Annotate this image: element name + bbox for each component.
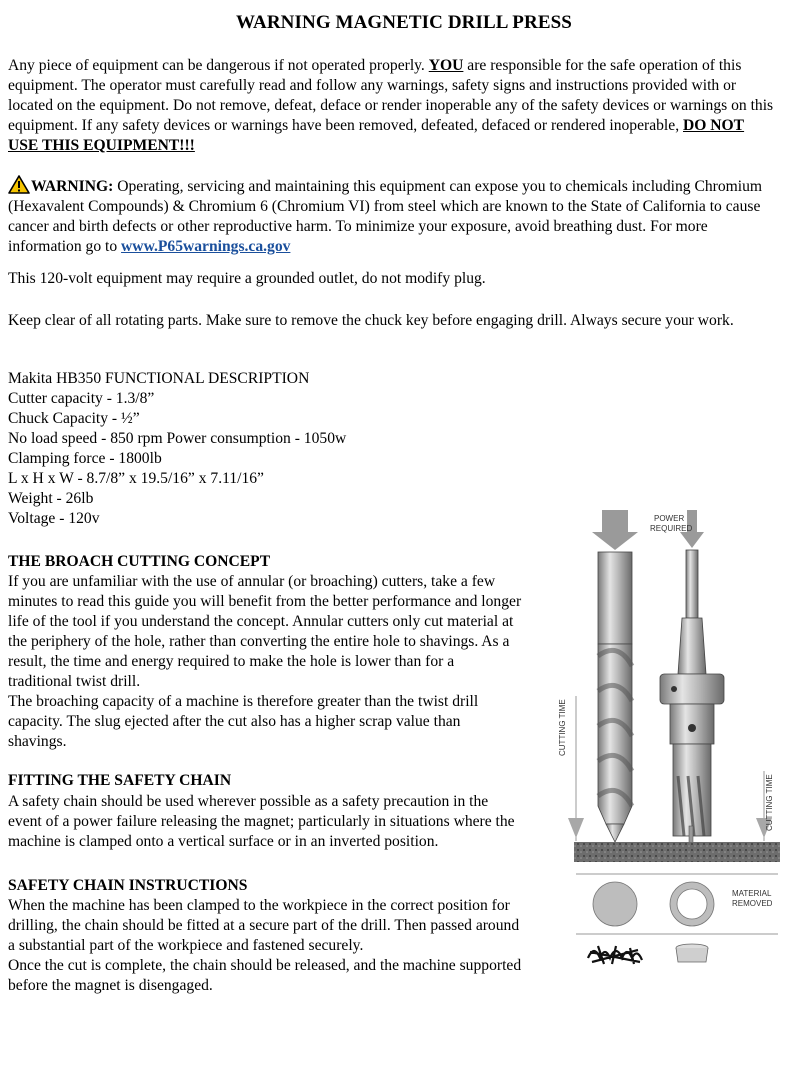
- ring-hole-inner: [677, 889, 707, 919]
- voltage-note: This 120-volt equipment may require a grounded outlet, do not modify plug.: [8, 270, 486, 287]
- chain-body: A safety chain should be used wherever possible as a safety precaution in the event of a power failure releasing the magnet; particularly in situations where the machine is clamped onto a vertical surface or in an inverted position.: [8, 793, 515, 850]
- power-label-line1: POWER: [654, 514, 685, 523]
- page-title: WARNING MAGNETIC DRILL PRESS: [236, 12, 572, 33]
- material-removed-label-1: MATERIAL: [732, 889, 772, 898]
- power-label-line2: REQUIRED: [650, 524, 693, 533]
- solid-hole-disc: [593, 882, 637, 926]
- spec-line: Weight - 26lb: [8, 490, 94, 507]
- spec-line: No load speed - 850 rpm Power consumption - 1050w: [8, 430, 347, 447]
- power-arrow-large: [592, 510, 638, 550]
- spec-line: Chuck Capacity - ½”: [8, 410, 140, 427]
- keep-clear-note: Keep clear of all rotating parts. Make sure to remove the chuck key before engaging drill. Always secure your work.: [8, 312, 734, 329]
- cutting-time-axis-left: [568, 696, 584, 841]
- prop65-label: WARNING:: [31, 178, 114, 195]
- cutting-time-label-right: CUTTING TIME: [765, 774, 774, 831]
- spec-line: Makita HB350 FUNCTIONAL DESCRIPTION: [8, 370, 310, 387]
- spec-line: Clamping force - 1800lb: [8, 450, 162, 467]
- spec-line: L x H x W - 8.7/8” x 19.5/16” x 7.11/16”: [8, 470, 264, 487]
- shavings-pile: [588, 946, 642, 964]
- spec-list: [8, 369, 778, 529]
- slug-piece: [676, 944, 708, 962]
- prop65-paragraph: [8, 175, 778, 257]
- spec-line: Cutter capacity - 1.3/8”: [8, 390, 155, 407]
- broach-heading: THE BROACH CUTTING CONCEPT: [8, 553, 271, 570]
- chain-instructions-body: When the machine has been clamped to the workpiece in the correct position for drilling, the chain should be fitted at a secure part of the drill. Then passed around a substantial part of the workpiece and fastened securely. Once the cut is complete, the chain should be released, and the machine supported before the magnet is disengaged.: [8, 897, 522, 994]
- drill-comparison-figure: [546, 506, 796, 976]
- warning-triangle-icon: [8, 175, 30, 194]
- spec-line: Voltage - 120v: [8, 510, 100, 527]
- broach-body: If you are unfamiliar with the use of annular (or broaching) cutters, take a few minutes to read this guide you will benefit from the better performance and longer life of the tool if you understand the concept. Annular cutters only cut material at the periphery of the hole, rather than converting the entire hole to shavings. As a result, the time and energy required to make the hole is lower than for a traditional twist drill. The broaching capacity of a machine is therefore greater than the twist drill capacity. The slug ejected after the cut also has a higher scrap value than shavings.: [8, 573, 522, 750]
- intro-paragraph: [8, 56, 778, 156]
- workpiece-slab: [574, 842, 780, 862]
- twist-drill: [598, 552, 632, 842]
- intro-text-2: are responsible for the safe operation of this equipment. The operator must carefully read and follow any warnings, safety signs and instructions provided with or located on the equipment. Do not remove, defeat, deface or render inoperable any of the safety devices or warnings on this equipment. If any safety devices or warnings have been removed, defeated, defaced or rendered inoperable,: [8, 57, 774, 134]
- you-emphasis: YOU: [428, 57, 464, 74]
- cutting-time-label-left: CUTTING TIME: [558, 699, 567, 756]
- material-removed-label-2: REMOVED: [732, 899, 773, 908]
- chain-heading: FITTING THE SAFETY CHAIN: [8, 772, 232, 789]
- chain-instructions-heading: SAFETY CHAIN INSTRUCTIONS: [8, 877, 248, 894]
- intro-text-1: Any piece of equipment can be dangerous if not operated properly.: [8, 57, 429, 74]
- p65-warnings-link[interactable]: www.P65warnings.ca.gov: [121, 238, 291, 255]
- do-not-use-warning: DO NOT USE THIS EQUIPMENT!!!: [8, 117, 745, 154]
- annular-cutter: [660, 550, 724, 844]
- document-page: [8, 0, 800, 1071]
- prop65-text: Operating, servicing and maintaining this equipment can expose you to chemicals including Chromium (Hexavalent Compounds) & Chromium 6 (Chromium VI) from steel which are known to the State of California to cause cancer and birth defects or other reproductive harm. To minimize your exposure, avoid breathing dust. For more information go to: [8, 178, 763, 255]
